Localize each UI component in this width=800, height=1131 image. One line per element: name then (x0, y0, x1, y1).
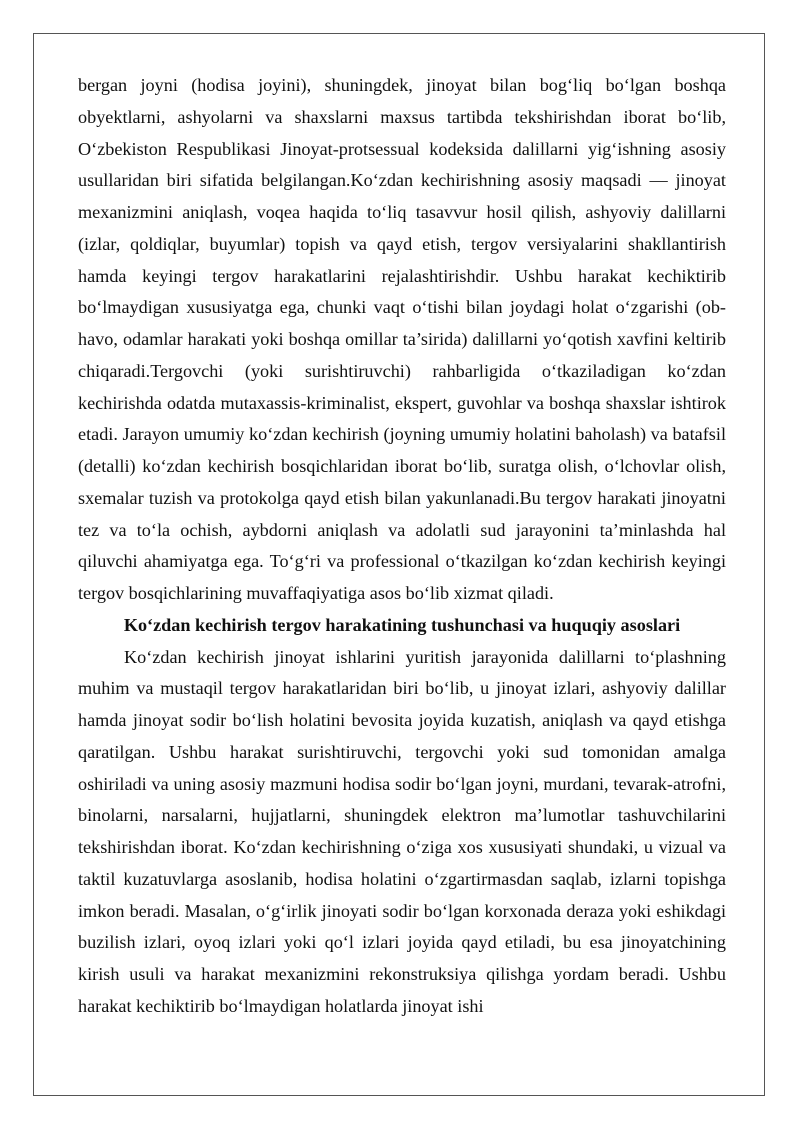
document-body (78, 70, 726, 1023)
section-heading: Ko‘zdan kechirish tergov harakatining tushunchasi va huquqiy asoslari (123, 614, 681, 635)
body-paragraph-2: Ko‘zdan kechirish jinoyat ishlarini yuritish jarayonida dalillarni to‘plashning muhim va mustaqil tergov harakatlaridan biri bo‘lib, u jinoyat izlari, ashyoviy dalillar hamda jinoyat sodir bo‘lish holatini bevosita joyida kuzatish, aniqlash va qayd etishga qaratilgan. Ushbu harakat surishtiruvchi, tergovchi yoki sud tomonidan amalga oshiriladi va uning asosiy mazmuni hodisa sodir bo‘lgan joyni, murdani, tevarak-atrofni, binolarni, narsalarni, hujjatlarni, shuningdek elektron ma’lumotlar tashuvchilarini tekshirishdan iborat. Ko‘zdan kechirishning o‘ziga xos xususiyati shundaki, u vizual va taktil kuzatuvlarga asoslanib, hodisa holatini o‘zgartirmasdan saqlab, izlarni topishga imkon beradi. Masalan, o‘g‘irlik jinoyati sodir bo‘lgan korxonada deraza yoki eshikdagi buzilish izlari, oyoq izlari yoki qo‘l izlari joyida qayd etiladi, bu esa jinoyatchining kirish usuli va harakat mexanizmini rekonstruksiya qilishga yordam beradi. Ushbu harakat kechiktirib bo‘lmaydigan holatlarda jinoyat ishi (78, 646, 726, 1016)
body-paragraph-1: bergan joyni (hodisa joyini), shuningdek, jinoyat bilan bog‘liq bo‘lgan boshqa obyektlarni, ashyolarni va shaxslarni maxsus tartibda tekshirishdan iborat bo‘lib, O‘zbekiston Respublikasi Jinoyat-protsessual kodeksida dalillarni yig‘ishning asosiy usullaridan biri sifatida belgilangan.Ko‘zdan kechirishning asosiy maqsadi — jinoyat mexanizmini aniqlash, voqea haqida to‘liq tasavvur hosil qilish, ashyoviy dalillarni (izlar, qoldiqlar, buyumlar) topish va qayd etish, tergov versiyalarini shakllantirish hamda keyingi tergov harakatlarini rejalashtirishdir. Ushbu harakat kechiktirib bo‘lmaydigan xususiyatga ega, chunki vaqt o‘tishi bilan joydagi holat o‘zgarishi (ob-havo, odamlar harakati yoki boshqa omillar ta’sirida) dalillarni yo‘qotish xavfini keltirib chiqaradi.Tergovchi (yoki surishtiruvchi) rahbarligida o‘tkaziladigan ko‘zdan kechirishda odatda mutaxassis-kriminalist, ekspert, guvohlar va boshqa shaxslar ishtirok etadi. Jarayon umumiy ko‘zdan kechirish (joyning umumiy holatini baholash) va batafsil (detalli) ko‘zdan kechirish bosqichlaridan iborat bo‘lib, suratga olish, o‘lchovlar olish, sxemalar tuzish va protokolga qayd etish bilan yakunlanadi.Bu tergov harakati jinoyatni tez va to‘la ochish, aybdorni aniqlash va adolatli sud jarayonini ta’minlashda hal qiluvchi ahamiyatga ega. To‘g‘ri va professional o‘tkazilgan ko‘zdan kechirish keyingi tergov bosqichlarining muvaffaqiyatiga asos bo‘lib xizmat qiladi. (78, 75, 726, 603)
